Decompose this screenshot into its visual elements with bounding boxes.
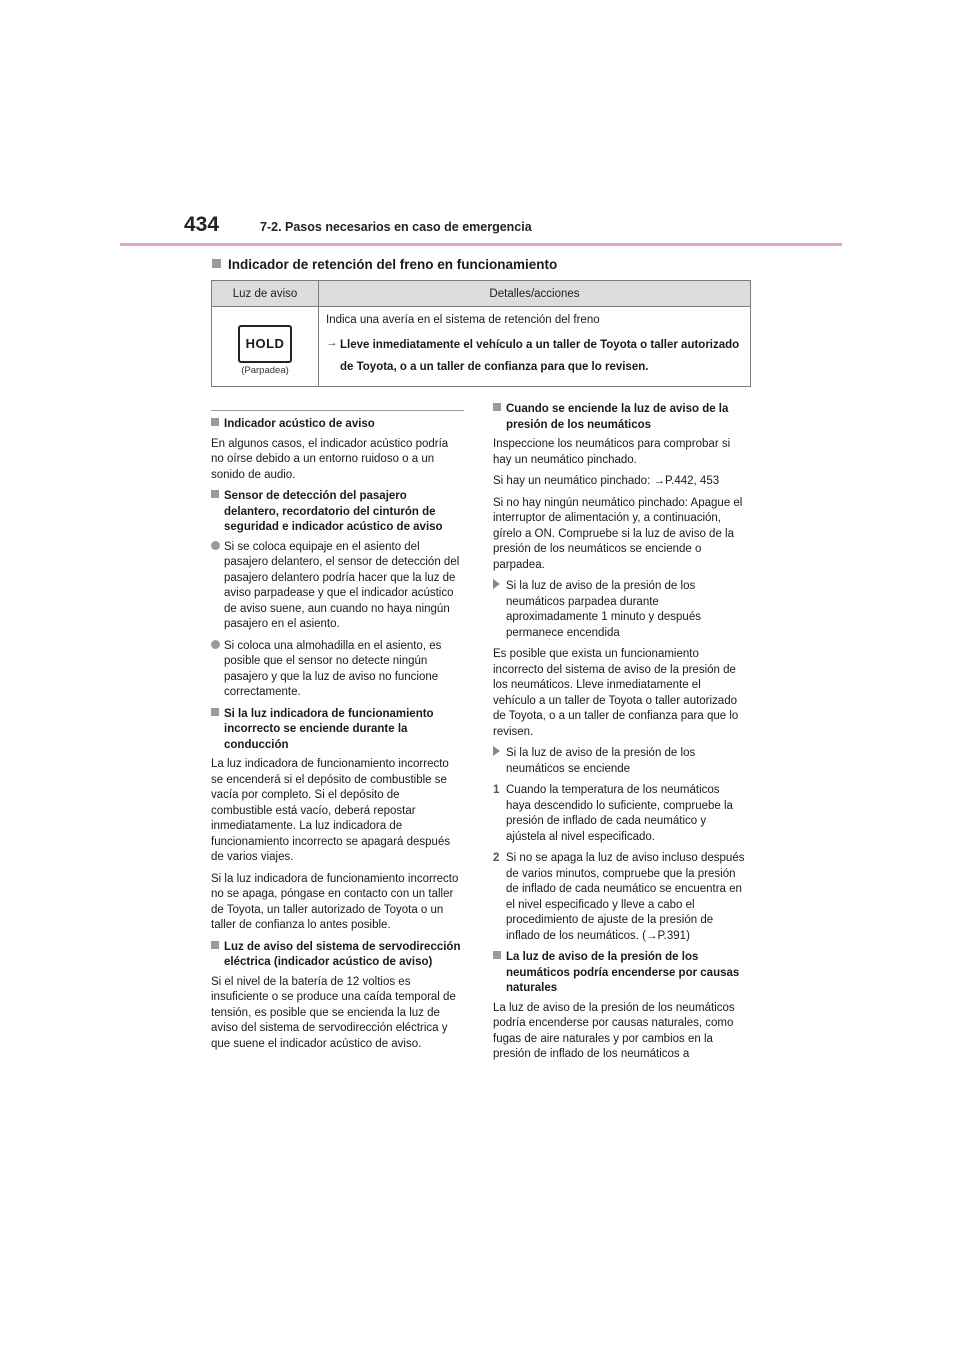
detail-text: Indica una avería en el sistema de retención del freno xyxy=(326,314,600,326)
details-cell xyxy=(319,307,751,387)
numbered-step: 2 Si no se apaga la luz de aviso incluso después de varios minutos, compruebe que la presión de inflado de cada neumático se encuentra en el nivel especificado y lleve a cabo el procedimiento de ajuste de la presión de inflado de los neumáticos. (→P.391) xyxy=(493,851,746,944)
paragraph: La luz indicadora de funcionamiento incorrecto se encenderá si el depósito de combustible se vacía por completo. Si el depósito de combustible está vacío, deberá repostar inmediatamente. La luz indicadora de funcionamiento incorrecto se apagará después de varios viajes. xyxy=(211,758,451,863)
subheading: La luz de aviso de la presión de los neumáticos podría encenderse por causas naturales xyxy=(493,950,746,997)
page-number: 434 xyxy=(184,213,220,236)
list-item: Si coloca una almohadilla en el asiento, es posible que el sensor no detecte ningún pasajero y que la luz de aviso no funcione correctamente. xyxy=(211,639,464,701)
table-row xyxy=(212,307,751,387)
subheading: Sensor de detección del pasajero delantero, recordatorio del cinturón de seguridad e indicador acústico de aviso xyxy=(211,489,464,536)
column-header-light: Luz de aviso xyxy=(212,281,319,307)
square-bullet-icon xyxy=(211,941,219,949)
table-header-row xyxy=(212,281,751,307)
step-number: 1 xyxy=(493,784,500,796)
flashing-note: (Parpadea) xyxy=(241,365,289,376)
warning-light-cell xyxy=(212,307,319,387)
paragraph: Si la luz indicadora de funcionamiento incorrecto no se apaga, póngase en contacto con un taller de Toyota, un taller autorizado de Toyota o un taller de confianza lo antes posible. xyxy=(211,872,459,931)
right-column xyxy=(493,403,746,1069)
chapter-title: 7-2. Pasos necesarios en caso de emergencia xyxy=(260,220,532,234)
paragraph: Si el nivel de la batería de 12 voltios es insuficiente o se produce una caída temporal de tensión, es posible que se encienda la luz de aviso del sistema de servodirección eléctrica y que suene el indicador acústico de aviso. xyxy=(211,975,456,1050)
numbered-step: 1 Cuando la temperatura de los neumáticos haya descendido lo suficiente, compruebe la presión de inflado de cada neumático y ajústela al nivel especificado. xyxy=(493,783,746,845)
circle-bullet-icon xyxy=(211,541,220,550)
step-number: 2 xyxy=(493,852,500,864)
triangle-bullet-icon xyxy=(493,746,500,756)
section-title: Indicador de retención del freno en funcionamiento xyxy=(228,257,558,272)
action-line xyxy=(326,334,742,378)
arrow-icon: → xyxy=(326,337,338,349)
section-heading xyxy=(212,257,557,272)
subheading: Cuando se enciende la luz de aviso de la presión de los neumáticos xyxy=(493,402,746,433)
action-text: Lleve inmediatamente el vehículo a un taller de Toyota o taller autorizado de Toyota, o a un taller de confianza para que lo revisen. xyxy=(340,339,740,373)
left-column xyxy=(211,410,464,1058)
warning-light-table xyxy=(211,280,751,387)
column-header-details: Detalles/acciones xyxy=(319,281,751,307)
paragraph: Si hay un neumático pinchado: →P.442, 453 xyxy=(493,475,720,487)
paragraph: Es posible que exista un funcionamiento incorrecto del sistema de aviso de la presión de los neumáticos. Lleve inmediatamente el vehículo a un taller de Toyota o taller autorizado de Toyota, o a un taller de confianza para que lo revisen. xyxy=(493,648,739,738)
header-divider xyxy=(120,243,842,246)
paragraph: En algunos casos, el indicador acústico podría no oírse debido a un entorno ruidoso o a un sonido de audio. xyxy=(211,437,449,481)
subheading: Luz de aviso del sistema de servodirección eléctrica (indicador acústico de aviso) xyxy=(211,940,464,971)
subheading: Si la luz indicadora de funcionamiento incorrecto se enciende durante la conducción xyxy=(211,707,464,754)
square-bullet-icon xyxy=(211,490,219,498)
subheading: Indicador acústico de aviso xyxy=(211,417,464,433)
circle-bullet-icon xyxy=(211,640,220,649)
list-item: Si la luz de aviso de la presión de los neumáticos parpadea durante aproximadamente 1 minuto y después permanece encendida xyxy=(493,579,746,641)
paragraph: Inspeccione los neumáticos para comprobar si hay un neumático pinchado. xyxy=(493,438,731,466)
triangle-bullet-icon xyxy=(493,579,500,589)
square-bullet-icon xyxy=(211,708,219,716)
paragraph: La luz de aviso de la presión de los neumáticos podría encenderse por causas naturales, como fugas de aire naturales y por cambios en la presión de inflado de los neumáticos a xyxy=(493,1001,735,1060)
hold-indicator-icon: HOLD xyxy=(238,325,292,363)
square-bullet-icon xyxy=(212,259,221,268)
square-bullet-icon xyxy=(493,403,501,411)
square-bullet-icon xyxy=(211,418,219,426)
paragraph: Si no hay ningún neumático pinchado: Apague el interruptor de alimentación y, a continuación, gírelo a ON. Compruebe si la luz de aviso de la presión de los neumáticos se enciende o parpadea. xyxy=(493,496,743,571)
square-bullet-icon xyxy=(493,951,501,959)
list-item: Si la luz de aviso de la presión de los neumáticos se enciende xyxy=(493,746,746,777)
list-item: Si se coloca equipaje en el asiento del pasajero delantero, el sensor de detección del pasajero delantero podría hacer que la luz de aviso parpadease y que el indicador acústico de aviso suene, aun cuando no haya ningún pasajero en el asiento. xyxy=(211,540,464,633)
